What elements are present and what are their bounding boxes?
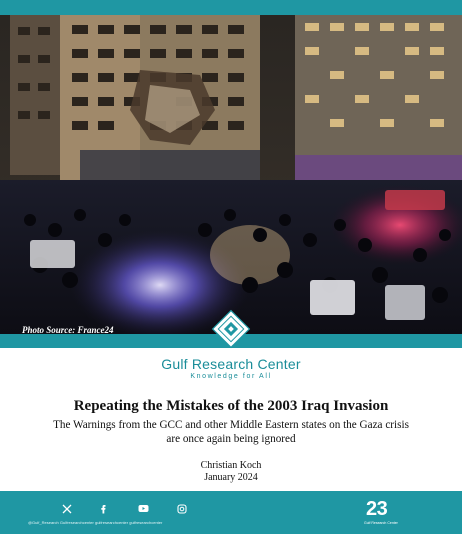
footer-bar — [0, 491, 462, 534]
brand-block — [0, 356, 462, 380]
report-date: January 2024 — [204, 472, 258, 483]
subtitle-line-1: The Warnings from the GCC and other Middle Eastern states on the Gaza crisis — [53, 419, 409, 431]
grc-emblem-icon — [211, 309, 251, 349]
photo-credit-link[interactable]: France24 — [77, 325, 114, 334]
social-handles: @Gulf_Research Gulfresearchcenter gulfresearchcenter gulfresearchcenter — [28, 520, 163, 525]
photo-credit — [22, 325, 114, 334]
report-subtitle — [40, 418, 422, 446]
brand-name: Gulf Research Center — [161, 356, 301, 372]
report-author: Christian Koch — [200, 460, 262, 471]
subtitle-line-2: are once again being ignored — [166, 433, 296, 445]
report-title: Repeating the Mistakes of the 2003 Iraq Invasion — [73, 398, 389, 414]
facebook-icon[interactable] — [96, 504, 110, 518]
instagram-icon[interactable] — [175, 504, 189, 518]
photo-credit-label: Photo Source: — [22, 325, 76, 334]
cover-photo — [0, 15, 462, 334]
top-teal-bar — [0, 0, 462, 15]
brand-tagline: Knowledge for All — [190, 373, 272, 380]
anniversary-caption: Gulf Research Center — [364, 521, 398, 525]
anniversary-number: 23 — [366, 498, 388, 520]
youtube-icon[interactable] — [136, 504, 150, 518]
x-icon[interactable] — [60, 504, 74, 518]
